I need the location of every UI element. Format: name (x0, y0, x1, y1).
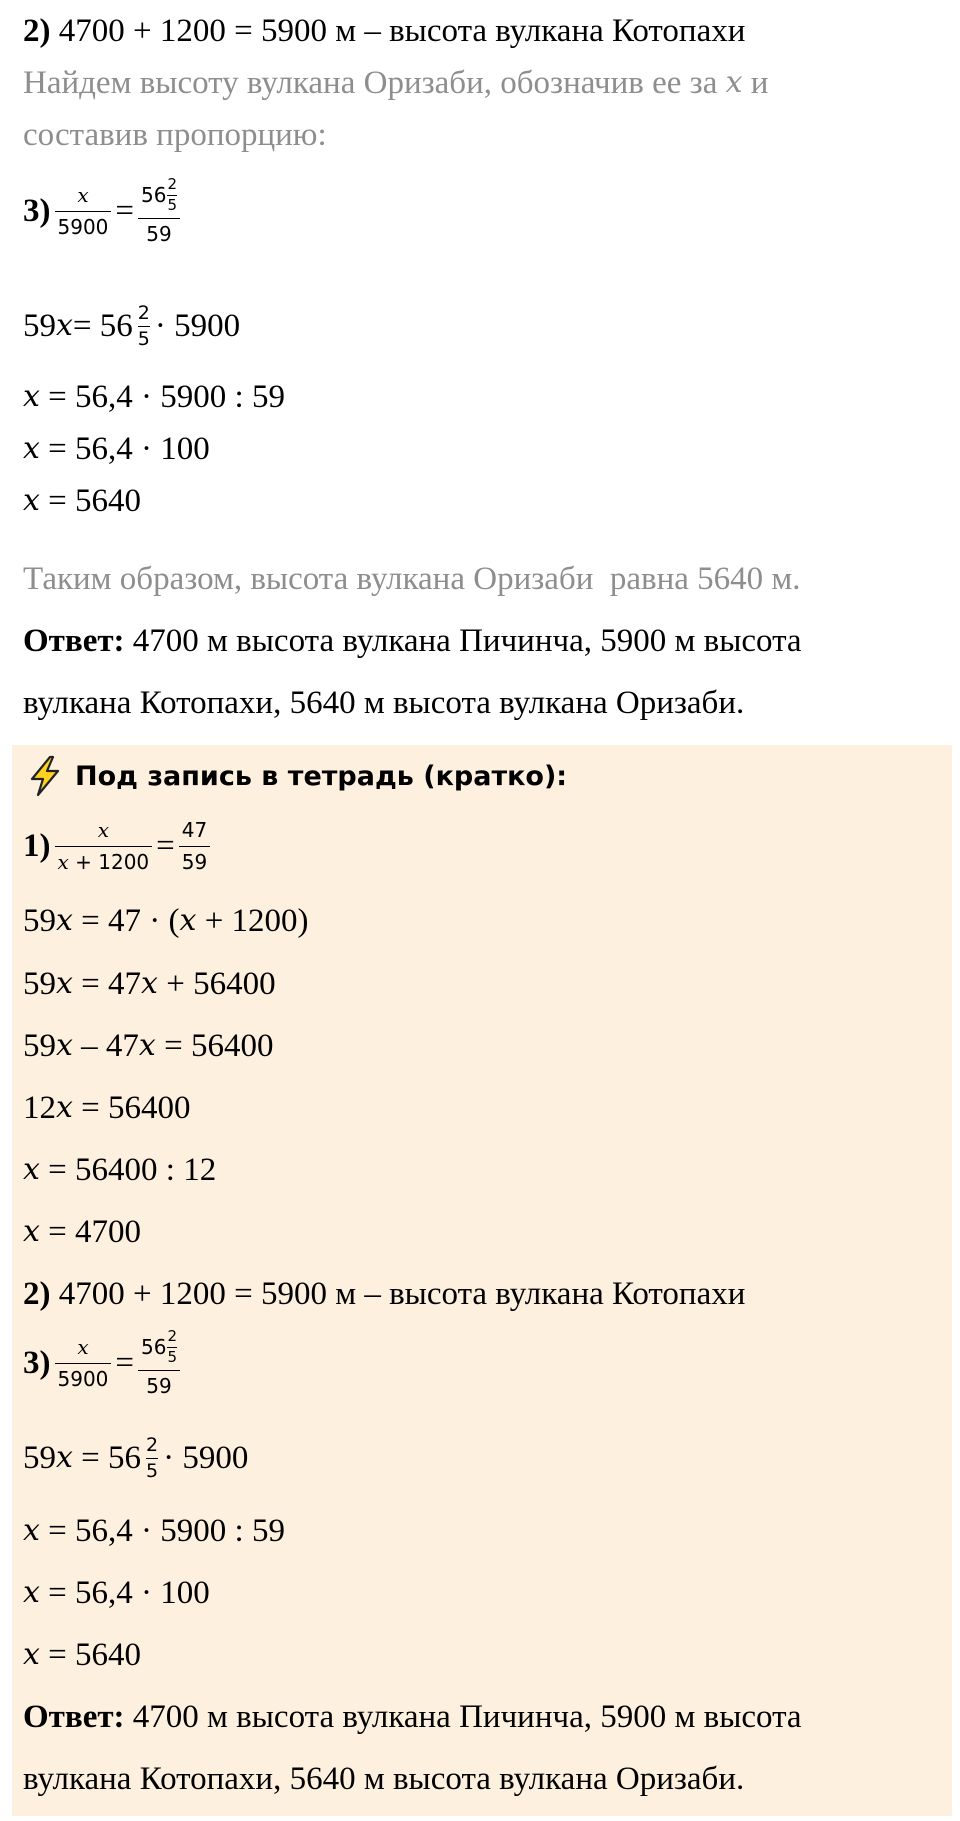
variable-x: x (23, 1214, 40, 1249)
answer-text: 4700 м высота вулкана Пичинча, 5900 м высота (124, 1698, 802, 1735)
coefficient: 59 (23, 307, 56, 344)
step-label: 2) (23, 12, 51, 49)
answer-text: 4700 м высота вулкана Пичинча, 5900 м высота (124, 622, 802, 659)
variable-x: x (56, 1440, 73, 1475)
fraction-numerator: x (77, 182, 89, 207)
variable-x: x (141, 966, 158, 1001)
variable-x: x (56, 966, 73, 1001)
brief-step3-proportion (23, 1325, 184, 1401)
variable-x: x (23, 1513, 40, 1548)
fraction-numerator: 2 (137, 301, 150, 324)
equation-part: = 56400 : 12 (39, 1151, 217, 1188)
equation-part: + 1200) (196, 902, 309, 939)
variable-x: x (23, 379, 40, 414)
equation-part: = 56400 (155, 1027, 274, 1064)
fraction-denominator: 5900 (57, 214, 109, 239)
variable-x: x (179, 903, 197, 938)
coefficient: 12 (23, 1089, 56, 1126)
equals-sign: = (115, 1344, 135, 1381)
brief-equation-line (23, 1077, 191, 1139)
fraction-denominator: 59 (146, 1373, 172, 1398)
step-label: 3) (23, 192, 51, 229)
equation-part: = 5640 (39, 482, 142, 519)
fraction-denominator: 5 (146, 1459, 159, 1482)
step2-text: 4700 + 1200 = 5900 м – высота вулкана Котопахи (58, 12, 746, 49)
mini-denominator: 5 (167, 1347, 178, 1366)
step-label: 2) (23, 1275, 51, 1312)
equation-part: · 5900 (154, 307, 241, 344)
equation-line (23, 470, 141, 532)
inline-fraction (138, 303, 150, 350)
equation-part: = 56 (72, 1439, 142, 1476)
explanation-text: Найдем высоту вулкана Оризаби, обозначив ее за (23, 64, 718, 101)
brief-equation-line (23, 1500, 285, 1562)
coefficient: 59 (23, 902, 56, 939)
variable-x: x (138, 1028, 156, 1063)
brief-notes-heading (23, 752, 567, 800)
variable-x: x (56, 903, 73, 938)
equation-part: = 5640 (39, 1636, 142, 1673)
fraction-mixed-over-59 (138, 176, 180, 246)
equation-part: = 56400 (72, 1089, 191, 1126)
mini-denominator: 5 (167, 195, 178, 214)
step3-proportion (23, 173, 184, 249)
coefficient: 59 (23, 1439, 56, 1476)
brief-equation-line (23, 953, 276, 1015)
answer-line-1 (23, 610, 802, 672)
coefficient: 59 (23, 1027, 56, 1064)
conclusion-text: Таким образом, высота вулкана Оризаби равна 5640 м. (23, 560, 801, 597)
brief-title: Под запись в тетрадь (кратко): (75, 760, 568, 792)
equation-part: · 5900 (163, 1439, 249, 1476)
variable-x: x (23, 1575, 40, 1610)
explanation-text: составив пропорцию: (23, 116, 327, 153)
lightning-icon (23, 754, 67, 798)
explanation-end: и (750, 64, 769, 101)
brief-equation-line (23, 1139, 216, 1201)
brief-equation-line (23, 890, 309, 952)
answer-text: вулкана Котопахи, 5640 м высота вулкана Оризаби. (23, 1760, 745, 1797)
variable-x: x (56, 308, 73, 343)
brief-step2-line (23, 1263, 745, 1325)
fraction-mixed-over-59 (138, 1328, 180, 1398)
equals-sign: = (156, 827, 175, 864)
brief-step1-proportion (23, 808, 214, 884)
equation-part: – 47 (72, 1027, 139, 1064)
step-label: 1) (23, 827, 51, 864)
brief-answer-line-1 (23, 1686, 802, 1748)
fraction-denominator: + 1200 (68, 849, 150, 874)
variable-x: x (23, 483, 40, 518)
equation-part: = 56,4 · 5900 : 59 (39, 378, 285, 415)
mini-numerator: 2 (167, 1327, 178, 1346)
fraction-denominator: 59 (146, 221, 172, 246)
fraction-x-over-x-plus-1200 (55, 819, 153, 874)
explanation-line-2 (23, 104, 327, 166)
brief-answer-line-2 (23, 1748, 744, 1810)
variable-x: x (725, 65, 743, 100)
answer-line-2 (23, 672, 744, 734)
fraction-denominator: 5900 (57, 1366, 109, 1391)
variable-x: x (23, 1152, 40, 1187)
equation-part: = 56 (72, 307, 133, 344)
equation-part: + 56400 (157, 965, 276, 1002)
equation-part: = 56,4 · 5900 : 59 (39, 1512, 285, 1549)
fraction-numerator: x (97, 817, 109, 842)
fraction-numerator: 2 (146, 1433, 159, 1456)
equation-part: = 47 (72, 965, 142, 1002)
fraction-47-over-59 (179, 819, 210, 874)
answer-label: Ответ: (23, 622, 125, 659)
variable-x: x (23, 431, 40, 466)
fraction-denominator: 59 (181, 849, 208, 874)
fraction-x-over-5900 (55, 1336, 112, 1391)
fraction-denominator: 5 (137, 327, 150, 350)
fraction-numerator: x (77, 1334, 89, 1359)
fraction-x-over-5900 (55, 184, 112, 239)
mini-numerator: 2 (167, 175, 178, 194)
equals-sign: = (115, 192, 135, 229)
fraction-numerator: 47 (181, 817, 208, 842)
brief-equation-line (23, 1562, 210, 1624)
mixed-whole: 56 (141, 1334, 167, 1359)
equation-part: = 4700 (39, 1213, 142, 1250)
variable-x: x (56, 1090, 73, 1125)
step2-text: 4700 + 1200 = 5900 м – высота вулкана Котопахи (50, 1275, 746, 1312)
step-label: 3) (23, 1344, 51, 1381)
equation-part: = 47 · ( (72, 902, 180, 939)
equation-line (23, 292, 240, 360)
brief-equation-line (23, 1624, 141, 1686)
brief-equation-line (23, 1424, 248, 1492)
equation-part: = 56,4 · 100 (39, 430, 210, 467)
conclusion-line (23, 548, 801, 610)
answer-text: вулкана Котопахи, 5640 м высота вулкана Оризаби. (23, 684, 745, 721)
brief-equation-line (23, 1015, 273, 1077)
mixed-whole: 56 (141, 182, 167, 207)
variable-x: x (57, 849, 69, 874)
inline-fraction (146, 1435, 158, 1482)
brief-equation-line (23, 1201, 141, 1263)
variable-x: x (23, 1637, 40, 1672)
coefficient: 59 (23, 965, 56, 1002)
variable-x: x (56, 1028, 73, 1063)
equation-part: = 56,4 · 100 (39, 1574, 210, 1611)
answer-label: Ответ: (23, 1698, 125, 1735)
